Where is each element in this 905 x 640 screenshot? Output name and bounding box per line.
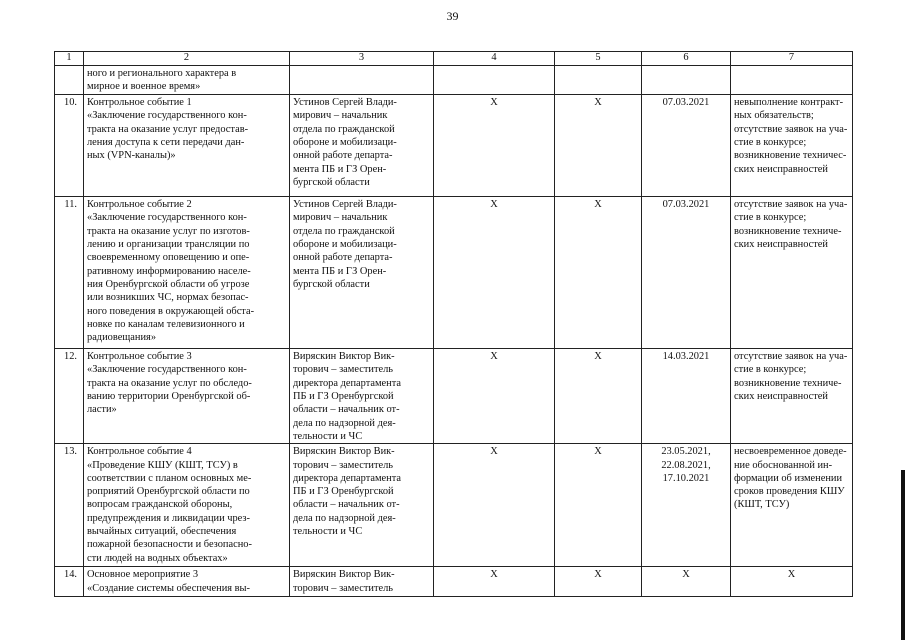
cell-c5: X <box>555 95 642 197</box>
text-line: Виряскин Виктор Вик- <box>293 446 395 458</box>
text-line: ного поведения в окружающей обста- <box>87 305 255 317</box>
header-cell: 3 <box>290 52 434 66</box>
text-line: мирное и военное время» <box>87 81 201 93</box>
text-line: вопросам гражданской обороны, <box>87 499 233 511</box>
table-row <box>55 95 853 197</box>
page-number: 39 <box>446 9 459 23</box>
cell-risks <box>731 567 853 597</box>
events-table <box>54 51 853 597</box>
cell-risks <box>731 95 853 197</box>
text-line: отдела по гражданской <box>293 123 395 135</box>
cell-date <box>642 66 731 95</box>
text-line: дела по надзорной дея- <box>293 417 396 429</box>
text-line: «Создание системы обеспечения вы- <box>87 582 250 594</box>
text-line: возникновение техниче- <box>734 377 842 389</box>
text-line: бургской области <box>293 278 370 290</box>
text-line: тельности и ЧС <box>293 526 363 538</box>
text-line: ративному информированию населе- <box>87 265 251 277</box>
text-line: тельности и ЧС <box>293 430 363 442</box>
text-line: мента ПБ и ГЗ Орен- <box>293 265 387 277</box>
text-line: возникновение техничес- <box>734 150 847 162</box>
text-line: формации об изменении <box>734 472 843 484</box>
text-line: мента ПБ и ГЗ Орен- <box>293 163 387 175</box>
cell-date <box>642 567 731 597</box>
cell-event <box>84 197 290 349</box>
cell-num: 11. <box>55 197 84 349</box>
text-line: Контрольное событие 2 <box>87 199 192 210</box>
table-row <box>55 567 853 597</box>
cell-c4: X <box>434 95 555 197</box>
text-line: ПБ и ГЗ Оренбургской <box>293 486 394 498</box>
text-line: предупреждения и ликвидации чрез- <box>87 512 250 524</box>
cell-c5 <box>555 66 642 95</box>
cell-risks <box>731 66 853 95</box>
text-line: пожарной безопасности и безопасно- <box>87 539 252 551</box>
cell-event <box>84 66 290 95</box>
text-line: или возникших ЧС, нормах безопас- <box>87 292 249 304</box>
text-line: отсутствие заявок на уча- <box>734 199 848 210</box>
text-line: Устинов Сергей Влади- <box>293 199 397 210</box>
continuation-row <box>55 66 853 95</box>
table-row <box>55 444 853 567</box>
text-line: онной работе департа- <box>293 252 393 264</box>
cell-c5: X <box>555 444 642 567</box>
header-cell: 5 <box>555 52 642 66</box>
header-row <box>55 52 853 66</box>
cell-c5: X <box>555 567 642 597</box>
text-line: X <box>682 569 690 581</box>
cell-event <box>84 567 290 597</box>
header-cell: 6 <box>642 52 731 66</box>
cell-num <box>55 66 84 95</box>
text-line: тракта на оказание услуг предостав- <box>87 123 249 135</box>
text-line: лению и организации трансляции по <box>87 238 250 250</box>
cell-person <box>290 66 434 95</box>
text-line: сти людей на водных объектах» <box>87 552 228 564</box>
text-line: 23.05.2021, <box>661 446 711 458</box>
text-line: ванию территории Оренбургской об- <box>87 390 251 402</box>
cell-risks <box>731 444 853 567</box>
cell-event <box>84 349 290 444</box>
table-row <box>55 197 853 349</box>
cell-risks <box>731 197 853 349</box>
text-line: 22.08.2021, <box>661 459 711 471</box>
text-line: (КШТ, ТСУ) <box>734 499 790 511</box>
text-line: «Заключение государственного кон- <box>87 110 247 122</box>
text-line: директора департамента <box>293 377 402 389</box>
text-line: стие в конкурсе; <box>734 364 807 376</box>
cell-date <box>642 444 731 567</box>
text-line: Контрольное событие 1 <box>87 97 192 108</box>
text-line: отдела по гражданской <box>293 225 395 237</box>
text-line: ских неисправностей <box>734 390 828 402</box>
text-line: 17.10.2021 <box>662 472 710 484</box>
text-line: 14.03.2021 <box>662 351 710 362</box>
text-line: тракта на оказание услуг по изготов- <box>87 225 250 237</box>
cell-c5: X <box>555 197 642 349</box>
cell-c4: X <box>434 197 555 349</box>
text-line: сроков проведения КШУ <box>734 486 845 498</box>
cell-person <box>290 567 434 597</box>
text-line: своевременному оповещению и опе- <box>87 252 250 264</box>
text-line: области – начальник от- <box>293 404 400 416</box>
text-line: соответствии с планом основных ме- <box>87 472 252 484</box>
cell-num: 13. <box>55 444 84 567</box>
text-line: Виряскин Виктор Вик- <box>293 569 395 581</box>
text-line: Контрольное событие 3 <box>87 351 192 362</box>
text-line: Контрольное событие 4 <box>87 446 192 458</box>
text-line: директора департамента <box>293 472 402 484</box>
text-line: ских неисправностей <box>734 238 828 250</box>
cell-person <box>290 197 434 349</box>
text-line: ных (VPN-каналы)» <box>87 150 176 162</box>
text-line: Устинов Сергей Влади- <box>293 97 397 108</box>
text-line: бургской области <box>293 176 370 188</box>
text-line: торович – заместитель <box>293 364 394 376</box>
cell-person <box>290 349 434 444</box>
cell-person <box>290 95 434 197</box>
text-line: ПБ и ГЗ Оренбургской <box>293 390 394 402</box>
text-line: ных обязательств; <box>734 110 814 122</box>
text-line: обороне и мобилизаци- <box>293 136 397 148</box>
cell-risks <box>731 349 853 444</box>
text-line: области – начальник от- <box>293 499 400 511</box>
text-line: стие в конкурсе; <box>734 136 807 148</box>
text-line: стие в конкурсе; <box>734 212 807 224</box>
text-line: роприятий Оренбургской области по <box>87 486 250 498</box>
text-line: отсутствие заявок на уча- <box>734 351 848 362</box>
text-line: новке по каналам телевизионного и <box>87 318 245 330</box>
text-line: обороне и мобилизаци- <box>293 238 397 250</box>
text-line: радиовещания» <box>87 332 157 344</box>
text-line: 07.03.2021 <box>662 97 710 108</box>
text-line: торович – заместитель <box>293 459 394 471</box>
text-line: ного и регионального характера в <box>87 68 237 79</box>
scan-edge <box>901 470 905 640</box>
cell-c4: X <box>434 349 555 444</box>
cell-event <box>84 95 290 197</box>
header-cell: 1 <box>55 52 84 66</box>
cell-num: 14. <box>55 567 84 597</box>
text-line: Виряскин Виктор Вик- <box>293 351 395 362</box>
text-line: 07.03.2021 <box>662 199 710 210</box>
text-line: «Заключение государственного кон- <box>87 364 247 376</box>
text-line: ние обоснованной ин- <box>734 459 833 471</box>
cell-date <box>642 349 731 444</box>
text-line: тракта на оказание услуг по обследо- <box>87 377 252 389</box>
text-line: Основное мероприятие 3 <box>87 569 199 581</box>
text-line: ления доступа к сети передачи дан- <box>87 136 245 148</box>
cell-num: 10. <box>55 95 84 197</box>
header-cell: 4 <box>434 52 555 66</box>
text-line: онной работе департа- <box>293 150 393 162</box>
cell-c4: X <box>434 567 555 597</box>
cell-event <box>84 444 290 567</box>
text-line: вычайных ситуаций, обеспечения <box>87 526 237 538</box>
cell-num: 12. <box>55 349 84 444</box>
header-cell: 7 <box>731 52 853 66</box>
table-row <box>55 349 853 444</box>
text-line: X <box>787 569 796 581</box>
text-line: мирович – начальник <box>293 212 388 224</box>
text-line: невыполнение контракт- <box>734 97 844 108</box>
text-line: возникновение техниче- <box>734 225 842 237</box>
text-line: отсутствие заявок на уча- <box>734 123 848 135</box>
text-line: «Проведение КШУ (КШТ, ТСУ) в <box>87 459 238 471</box>
cell-c4 <box>434 66 555 95</box>
cell-date <box>642 197 731 349</box>
cell-date <box>642 95 731 197</box>
text-line: ласти» <box>87 404 117 416</box>
header-cell: 2 <box>84 52 290 66</box>
text-line: несвоевременное доведе- <box>734 446 847 458</box>
cell-person <box>290 444 434 567</box>
text-line: «Заключение государственного кон- <box>87 212 247 224</box>
text-line: торович – заместитель <box>293 582 394 594</box>
text-line: дела по надзорной дея- <box>293 512 396 524</box>
text-line: ских неисправностей <box>734 163 828 175</box>
text-line: ния Оренбургской области об угрозе <box>87 278 250 290</box>
cell-c5: X <box>555 349 642 444</box>
cell-c4: X <box>434 444 555 567</box>
text-line: мирович – начальник <box>293 110 388 122</box>
